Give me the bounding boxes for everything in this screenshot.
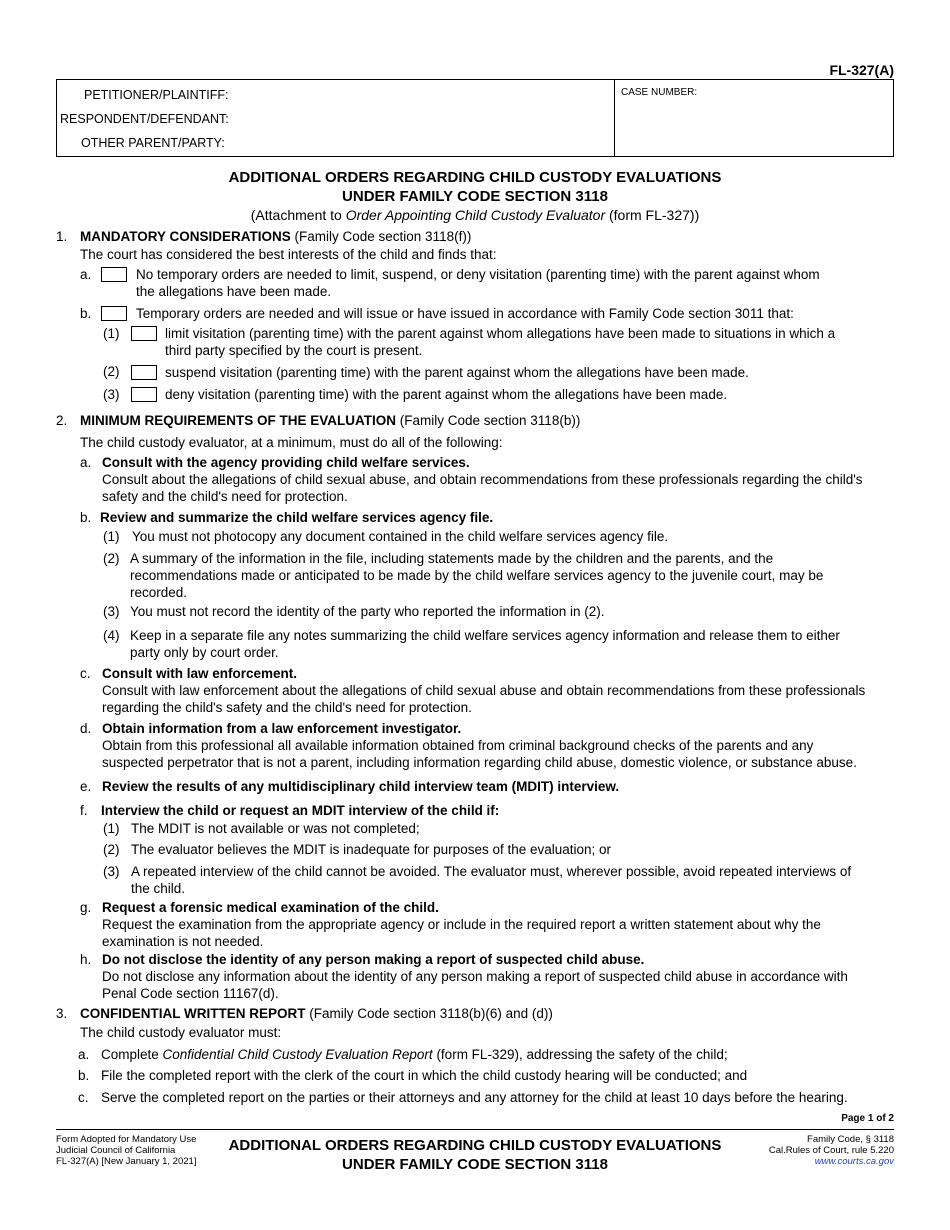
s2-a-text-1: Consult about the allegations of child sexual abuse, and obtain recommendations from these professionals regarding the child's (102, 472, 863, 487)
s2-b1-text: You must not photocopy any document contained in the child welfare services agency file. (132, 529, 669, 544)
s2-b2-text-1: A summary of the information in the file, including statements made by the children and the parents, and the (130, 551, 774, 566)
s1-number: 1. (56, 229, 68, 244)
s3-a-text: Complete Confidential Child Custody Evaluation Report (form FL-329), addressing the safety of the child; (101, 1047, 728, 1062)
s2-b4-num: (4) (103, 628, 120, 643)
s2-e-heading: Review the results of any multidisciplinary child interview team (MDIT) interview. (102, 779, 620, 794)
s2-f2-num: (2) (103, 842, 120, 857)
s1-a-text-2: the allegations have been made. (136, 284, 332, 299)
s2-f2-text: The evaluator believes the MDIT is inadequate for purposes of the evaluation; or (131, 842, 612, 857)
s2-a-heading: Consult with the agency providing child welfare services. (102, 455, 470, 470)
s2-b3-text: You must not record the identity of the party who reported the information in (2). (130, 604, 605, 619)
other-party-label: OTHER PARENT/PARTY: (81, 136, 225, 150)
s2-f1-text: The MDIT is not available or was not completed; (131, 821, 420, 836)
s2-d-text-2: suspected perpetrator that is not a parent, including information regarding child abuse, domestic violence, or substance abuse. (102, 755, 857, 770)
s2-b-heading: Review and summarize the child welfare services agency file. (100, 510, 494, 525)
footer-title-1: ADDITIONAL ORDERS REGARDING CHILD CUSTODY EVALUATIONS (228, 1137, 722, 1154)
s2-f-letter: f. (80, 803, 88, 818)
s1-b-text: Temporary orders are needed and will issue or have issued in accordance with Family Code section 3011 that: (136, 306, 794, 321)
petitioner-label: PETITIONER/PLAINTIFF: (84, 88, 229, 102)
s2-d-text-1: Obtain from this professional all available information obtained from criminal background checks of the parents and any (102, 738, 814, 753)
s3-a-letter: a. (78, 1047, 90, 1062)
s2-g-text-2: examination is not needed. (102, 934, 264, 949)
s3-b-text: File the completed report with the clerk of the court in which the child custody hearing will be conducted; and (101, 1068, 748, 1083)
s2-b2-num: (2) (103, 551, 120, 566)
s2-h-text-2: Penal Code section 11167(d). (102, 986, 279, 1001)
page-number: Page 1 of 2 (841, 1113, 894, 1124)
s3-c-letter: c. (78, 1090, 89, 1105)
s1-b2-checkbox[interactable] (131, 365, 157, 380)
s2-f3-num: (3) (103, 864, 120, 879)
s3-number: 3. (56, 1006, 68, 1021)
s2-g-heading: Request a forensic medical examination of the child. (102, 900, 439, 915)
footer-left: Form Adopted for Mandatory Use Judicial Council of California FL-327(A) [New January 1, 2021] (56, 1134, 197, 1167)
s3-heading: CONFIDENTIAL WRITTEN REPORT (Family Code section 3118(b)(6) and (d)) (80, 1006, 553, 1021)
s2-c-heading: Consult with law enforcement. (102, 666, 298, 681)
s2-d-letter: d. (80, 721, 92, 736)
s1-b1-num: (1) (103, 326, 120, 341)
s1-heading: MANDATORY CONSIDERATIONS (Family Code section 3118(f)) (80, 229, 472, 244)
s2-a-text-2: safety and the child's need for protection. (102, 489, 348, 504)
footer-title-2: UNDER FAMILY CODE SECTION 3118 (342, 1156, 608, 1173)
footer-rule (56, 1129, 894, 1130)
s2-f-heading: Interview the child or request an MDIT interview of the child if: (101, 803, 500, 818)
s1-intro: The court has considered the best interests of the child and finds that: (80, 247, 497, 262)
s2-a-letter: a. (80, 455, 92, 470)
s2-number: 2. (56, 413, 68, 428)
s2-g-letter: g. (80, 900, 92, 915)
s3-intro: The child custody evaluator must: (80, 1025, 282, 1040)
title-line-1: ADDITIONAL ORDERS REGARDING CHILD CUSTODY EVALUATIONS (228, 169, 722, 186)
case-number-label: CASE NUMBER: (621, 87, 698, 98)
s1-b2-text: suspend visitation (parenting time) with the parent against whom the allegations have been made. (165, 365, 749, 380)
s2-h-text-1: Do not disclose any information about the identity of any person making a report of suspected child abuse in accordance with (102, 969, 848, 984)
s2-b3-num: (3) (103, 604, 120, 619)
s1-b2-num: (2) (103, 364, 120, 379)
s1-a-letter: a. (80, 267, 92, 282)
s2-b-letter: b. (80, 510, 92, 525)
title-subtitle: (Attachment to Order Appointing Child Custody Evaluator (form FL-327)) (250, 207, 700, 223)
caption-divider (614, 79, 615, 157)
s1-b1-text-1: limit visitation (parenting time) with the parent against whom allegations have been made to situations in which a (165, 326, 836, 341)
s2-c-text-1: Consult with law enforcement about the allegations of child sexual abuse and obtain recommendations from these professionals (102, 683, 866, 698)
s2-b2-text-2: recommendations made or anticipated to be made by the child welfare services agency to the juvenile court, may be (130, 568, 824, 583)
s1-b-checkbox[interactable] (101, 306, 127, 321)
s1-a-checkbox[interactable] (101, 267, 127, 282)
s2-h-letter: h. (80, 952, 92, 967)
footer-right: Family Code, § 3118 Cal.Rules of Court, rule 5.220 www.courts.ca.gov (768, 1134, 894, 1167)
s2-f3-text-2: the child. (131, 881, 186, 896)
s2-b1-num: (1) (103, 529, 120, 544)
s1-b3-text: deny visitation (parenting time) with the parent against whom the allegations have been made. (165, 387, 728, 402)
s2-b2-text-3: recorded. (130, 585, 188, 600)
s3-c-text: Serve the completed report on the parties or their attorneys and any attorney for the child at least 10 days before the hearing. (101, 1090, 848, 1105)
s2-b4-text-2: party only by court order. (130, 645, 279, 660)
s1-a-text-1: No temporary orders are needed to limit, suspend, or deny visitation (parenting time) with the parent against whom (136, 267, 820, 282)
s3-b-letter: b. (78, 1068, 90, 1083)
s2-f1-num: (1) (103, 821, 120, 836)
s2-c-text-2: regarding the child's safety and the child's need for protection. (102, 700, 472, 715)
s2-heading: MINIMUM REQUIREMENTS OF THE EVALUATION (Family Code section 3118(b)) (80, 413, 581, 428)
s1-b3-num: (3) (103, 387, 120, 402)
s1-b1-checkbox[interactable] (131, 326, 157, 341)
title-line-2: UNDER FAMILY CODE SECTION 3118 (342, 188, 608, 205)
s1-b1-text-2: third party specified by the court is present. (165, 343, 423, 358)
s2-f3-text-1: A repeated interview of the child cannot be avoided. The evaluator must, wherever possible, avoid repeated interviews of (131, 864, 852, 879)
s1-b3-checkbox[interactable] (131, 387, 157, 402)
s2-c-letter: c. (80, 666, 91, 681)
respondent-label: RESPONDENT/DEFENDANT: (60, 112, 229, 126)
s2-d-heading: Obtain information from a law enforcement investigator. (102, 721, 462, 736)
s2-b4-text-1: Keep in a separate file any notes summarizing the child welfare services agency information and release them to either (130, 628, 840, 643)
s2-h-heading: Do not disclose the identity of any person making a report of suspected child abuse. (102, 952, 645, 967)
s2-e-letter: e. (80, 779, 92, 794)
form-id: FL-327(A) (829, 62, 894, 78)
courts-website-link[interactable]: www.courts.ca.gov (814, 1156, 894, 1167)
s1-b-letter: b. (80, 306, 92, 321)
s2-g-text-1: Request the examination from the appropriate agency or include in the required report a written statement about why the (102, 917, 821, 932)
s2-intro: The child custody evaluator, at a minimum, must do all of the following: (80, 435, 503, 450)
